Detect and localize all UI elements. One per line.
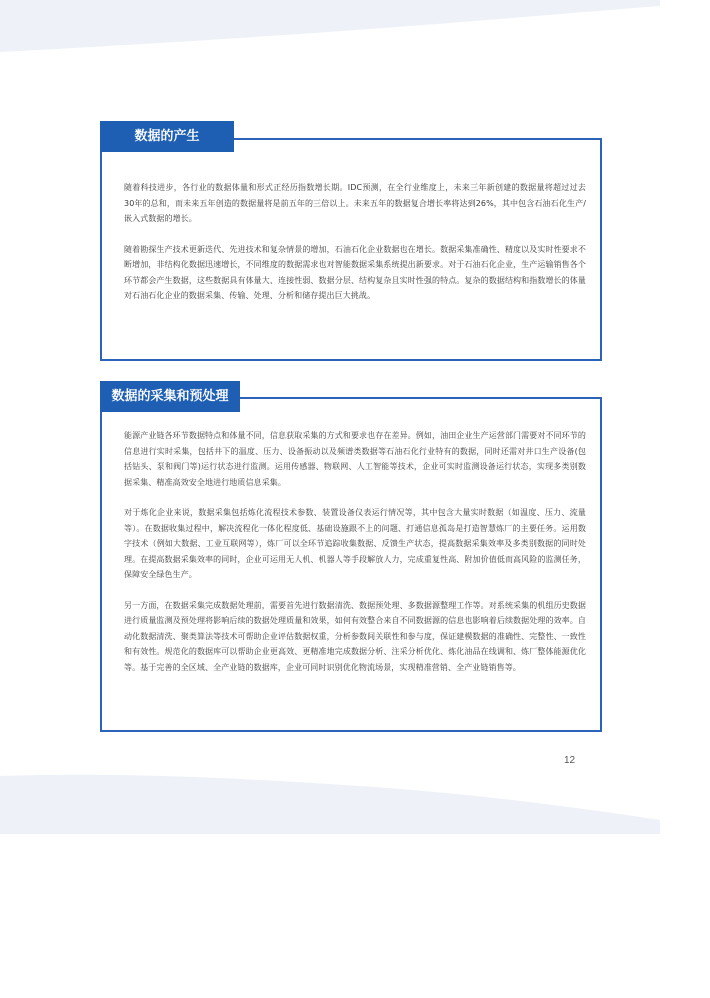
paragraph: 随着科技进步，各行业的数据体量和形式正经历指数增长期。IDC预测，在全行业维度上，未来三年新创建的数据量将超过过去30年的总和，而未来五年创造的数据量将是前五年的三倍以上。未来五年的数据复合增长率将达到26%，其中包含石油石化生产/嵌入式数据的增长。 <box>124 183 586 223</box>
section-heading-data-collection: 数据的采集和预处理 <box>100 381 240 412</box>
section-body-data-generation <box>124 180 586 319</box>
section-heading-data-generation: 数据的产生 <box>100 121 234 152</box>
page-number: 12 <box>564 755 576 766</box>
paragraph: 能源产业链各环节数据特点和体量不同，信息获取采集的方式和要求也存在差异。例如，油田企业生产运营部门需要对不同环节的信息进行实时采集，包括井下的温度、压力、设备振动以及频谱类数据等石油石化行业特有的数据，同时还需对井口生产设备(包括钻头、泵和阀门等)运行状态进行监测。运用传感器、物联网、人工智能等技术，企业可实时监测设备运行状态，实现多类别数据采集、精准高效安全地进行地质信息采集。 <box>124 431 586 487</box>
section-body-data-collection <box>124 428 586 690</box>
paragraph: 对于炼化企业来说，数据采集包括炼化流程技术参数、装置设备仪表运行情况等，其中包含大量实时数据（如温度、压力、流量等）。在数据收集过程中，解决流程化一体化程度低、基础设施跟不上的问题、打通信息孤岛是打造智慧炼厂的主要任务。运用数字技术（例如大数据、工业互联网等），炼厂可以全环节追踪收集数据、反馈生产状态，提高数据采集效率及多类别数据的同时处理。在提高数据采集效率的同时，企业可运用无人机、机器人等手段解放人力，完成重复性高、附加价值低而高风险的监测任务，保障安全绿色生产。 <box>124 508 586 579</box>
paragraph: 随着勘探生产技术更新迭代、先进技术和复杂情景的增加，石油石化企业数据也在增长。数据采集准确性、精度以及实时性要求不断增加，非结构化数据迅速增长，不同维度的数据需求也对智能数据采集系统提出新要求。对于石油石化企业，生产运输销售各个环节都会产生数据，这些数据具有体量大、连接性弱、数据分层、结构复杂且实时性强的特点。复杂的数据结构和指数增长的体量对石油石化企业的数据采集、传输、处理、分析和储存提出巨大挑战。 <box>124 244 586 300</box>
top-wave-decoration <box>0 0 660 60</box>
bottom-wave-decoration <box>0 768 660 838</box>
paragraph: 另一方面，在数据采集完成数据处理前，需要首先进行数据清洗、数据预处理、多数据源整理工作等。对系统采集的机组历史数据进行质量监测及预处理将影响后续的数据处理质量和效果，如何有效整合来自不同数据源的信息也影响着后续数据处理的效率。自动化数据清洗、聚类算法等技术可帮助企业评估数据权重，分析参数间关联性和参与度，保证建模数据的准确性、完整性、一致性和有效性。规范化的数据库可以帮助企业更高效、更精准地完成数据分析、注采分析优化、炼化油品在线调和、炼厂整体能源优化等。基于完善的全区域、全产业链的数据库，企业可同时识别优化物流场景，实现精准营销、全产业链销售等。 <box>124 600 586 672</box>
